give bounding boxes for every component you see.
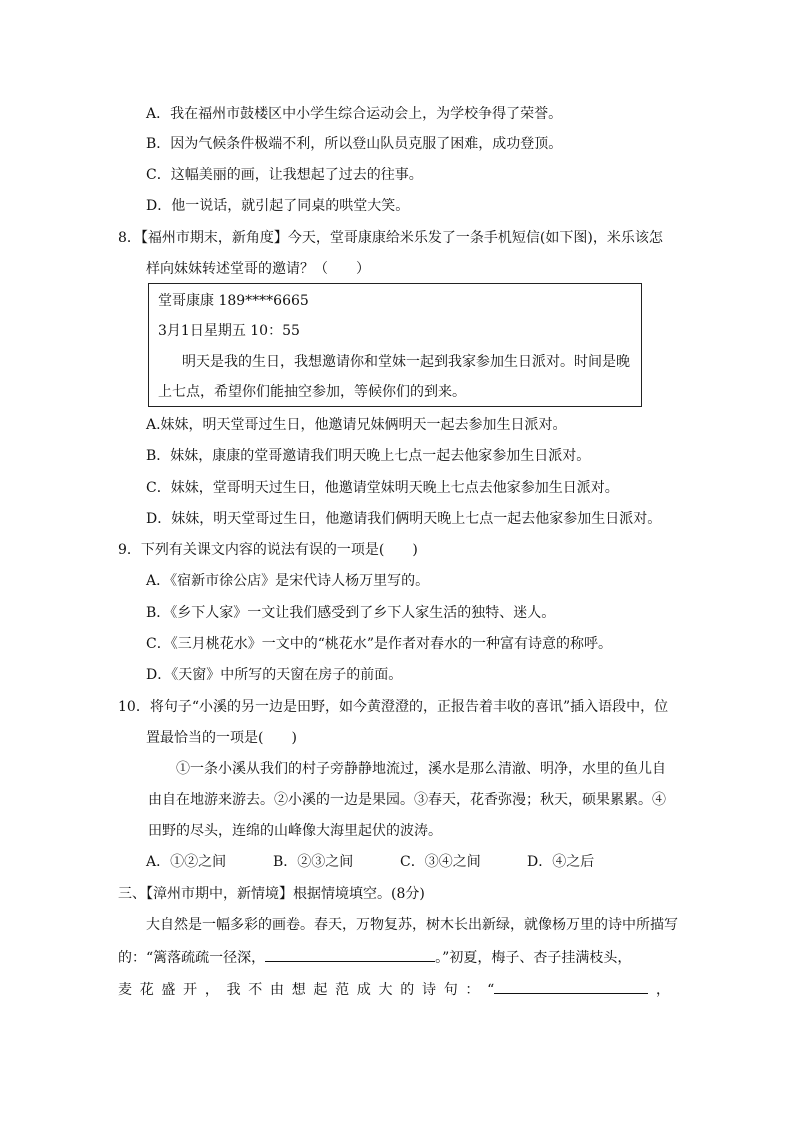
q8-option-a: A.妹妹，明天堂哥过生日，他邀请兄妹俩明天一起去参加生日派对。 — [146, 417, 567, 433]
line2-prefix: 的：“篱落疏疏一径深， — [118, 950, 266, 966]
section-3-paragraph-line2 — [118, 947, 631, 968]
q8-stem-line1: 8．【福州市期末，新角度】今天，堂哥康康给米乐发了一条手机短信(如下图)，米乐该怎 — [118, 230, 663, 246]
poem-blank-2[interactable] — [494, 979, 648, 994]
poem-blank-1[interactable] — [265, 947, 435, 962]
section-3-paragraph-line1: 大自然是一幅多彩的画卷。春天，万物复苏，树木长出新绿，就像杨万里的诗中所描写 — [146, 917, 678, 933]
q10-option-a: A．①②之间 — [146, 854, 227, 870]
sms-time: 3月1日星期五 10：55 — [158, 323, 300, 339]
q10-stem-line2: 置最恰当的一项是( ) — [146, 730, 297, 746]
q9-option-a: A．《宿新市徐公店》是宋代诗人杨万里写的。 — [146, 573, 430, 589]
q10-passage-line2: 由自在地游来游去。②小溪的一边是果园。③春天，花香弥漫；秋天，硕果累累。④ — [148, 792, 666, 808]
sms-body-line2: 上七点，希望你们能抽空参加，等候你们的到来。 — [158, 384, 466, 400]
section-3-title: 三、【漳州市期中，新情境】根据情境填空。(8分) — [118, 886, 425, 902]
line3-suffix: ， — [648, 982, 671, 998]
q10-stem-line1: 10．将句子“小溪的另一边是田野，如今黄澄澄的，正报告着丰收的喜讯”插入语段中，位 — [118, 699, 669, 715]
q10-passage-line3: 田野的尽头，连绵的山峰像大海里起伏的波涛。 — [148, 823, 442, 839]
q8-stem-line2: 样向妹妹转述堂哥的邀请？（ ） — [146, 261, 370, 277]
q9-option-b: B．《乡下人家》一文让我们感受到了乡下人家生活的独特、迷人。 — [146, 605, 556, 621]
line3-prefix: 麦花盛开，我不由想起范成大的诗句：“ — [118, 982, 495, 998]
q8-option-b: B．妹妹，康康的堂哥邀请我们明天晚上七点一起去他家参加生日派对。 — [146, 448, 591, 464]
section-3-paragraph-line3 — [118, 979, 670, 1000]
q10-option-c: C．③④之间 — [400, 854, 481, 870]
q7-option-b: B．因为气候条件极端不利，所以登山队员克服了困难，成功登顶。 — [146, 136, 563, 152]
sms-sender: 堂哥康康 189****6665 — [158, 293, 309, 309]
q9-stem: 9．下列有关课文内容的说法有误的一项是( ) — [118, 542, 418, 558]
q9-option-c: C．《三月桃花水》一文中的“桃花水”是作者对春水的一种富有诗意的称呼。 — [146, 636, 613, 652]
q10-option-d: D．④之后 — [527, 854, 595, 870]
q7-option-a: A．我在福州市鼓楼区中小学生综合运动会上，为学校争得了荣誉。 — [146, 106, 563, 122]
q7-option-d: D．他一说话，就引起了同桌的哄堂大笑。 — [146, 198, 410, 214]
q8-option-d: D．妹妹，明天堂哥过生日，他邀请我们俩明天晚上七点一起去他家参加生日派对。 — [146, 511, 662, 527]
q10-passage-line1: ①一条小溪从我们的村子旁静静地流过，溪水是那么清澈、明净，水里的鱼儿自 — [176, 761, 666, 777]
q8-option-c: C．妹妹，堂哥明天过生日，他邀请堂妹明天晚上七点去他家参加生日派对。 — [146, 480, 619, 496]
q9-option-d: D．《天窗》中所写的天窗在房子的前面。 — [146, 667, 403, 683]
line2-suffix: 。”初夏，梅子、杏子挂满枝头， — [435, 950, 632, 966]
sms-body-line1: 明天是我的生日，我想邀请你和堂妹一起到我家参加生日派对。时间是晚 — [182, 354, 630, 370]
q10-option-b: B．②③之间 — [273, 854, 354, 870]
q7-option-c: C．这幅美丽的画，让我想起了过去的往事。 — [146, 167, 423, 183]
